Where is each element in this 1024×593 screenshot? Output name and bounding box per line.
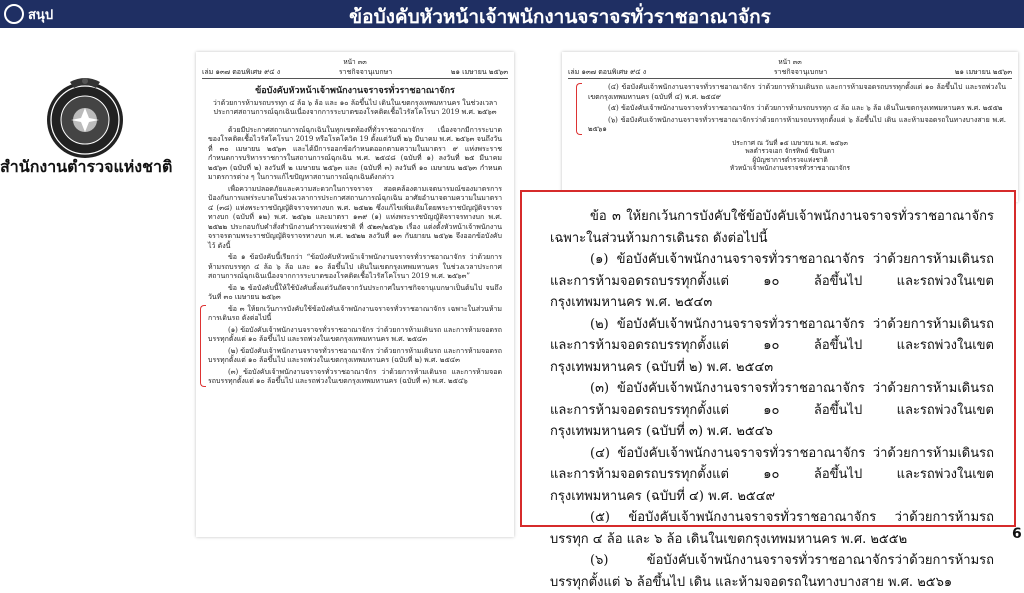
volume: เล่ม ๑๓๗ ตอนพิเศษ ๙๔ ง [202,67,281,76]
callout-item: (๔) ข้อบังคับเจ้าพนักงานจราจรทั่วราชอาณาจักร ว่าด้วยการห้ามเดินรถ และการห้ามจอดรถบรรทุกตั้งแต่ ๑๐ ล้อขึ้นไป และรถพ่วงในเขตกรุงเทพมหานคร (ฉบับที่ ๔) พ.ศ. ๒๕๔๙ [550,445,994,504]
gazette-date: ๒๑ เมษายน ๒๕๖๓ [954,67,1012,76]
callout-item: (๓) ข้อบังคับเจ้าพนักงานจราจรทั่วราชอาณาจักร ว่าด้วยการห้ามเดินรถ และการห้ามจอดรถบรรทุกตั้งแต่ ๑๐ ล้อขึ้นไป และรถพ่วงในเขตกรุงเทพมหานคร (ฉบับที่ ๓) พ.ศ. ๒๕๔๖ [550,381,994,439]
signed-date: ประกาศ ณ วันที่ ๑๕ เมษายน พ.ศ. ๒๕๖๓ [732,138,848,147]
page-label: หน้า ๓๓ [778,58,802,66]
brand-text: สนุป [28,7,54,23]
signer-name: พลตำรวจเอก จักรทิพย์ ชัยจินดา [745,147,835,155]
brand [4,3,94,25]
callout-item: (๕) ข้อบังคับเจ้าพนักงานจราจรทั่วราชอาณาจักร ว่าด้วยการห้ามรถบรรทุก ๔ ล้อ และ ๖ ล้อ เดินในเขตกรุงเทพมหานคร พ.ศ. ๒๕๕๒ [550,510,994,547]
gazette-page-left [196,52,514,537]
gazette-header [568,68,1012,80]
doc-paragraph: ข้อ ๓ ให้ยกเว้นการบังคับใช้ข้อบังคับเจ้าพนักงานจราจรทั่วราชอาณาจักร เฉพาะในส่วนห้ามการเดินรถ ดังต่อไปนี้ [208,304,502,322]
callout-item: (๖) ข้อบังคับเจ้าพนักงานจราจรทั่วราชอาณาจักรว่าด้วยการห้ามรถบรรทุกตั้งแต่ ๖ ล้อขึ้นไป เดิน และห้ามจอดรถในทางบางสาย พ.ศ. ๒๕๖๑ [550,553,994,590]
highlighted-section [562,83,1018,135]
callout-item: (๒) ข้อบังคับเจ้าพนักงานจราจรทั่วราชอาณาจักร ว่าด้วยการห้ามเดินรถ และการห้ามจอดรถบรรทุกตั้งแต่ ๑๐ ล้อขึ้นไป และรถพ่วงในเขตกรุงเทพมหานคร (ฉบับที่ ๒) พ.ศ. ๒๕๔๓ [550,316,994,375]
gazette-date: ๒๑ เมษายน ๒๕๖๓ [450,67,508,76]
red-bracket [200,305,206,387]
highlighted-section [196,305,514,387]
gazette-header [202,68,508,80]
doc-paragraph: (๔) ข้อบังคับเจ้าพนักงานจราจรทั่วราชอาณาจักร ว่าด้วยการห้ามเดินรถ และการห้ามจอดรถบรรทุกตั้งแต่ ๑๐ ล้อขึ้นไป และรถพ่วงในเขตกรุงเทพมหานคร (ฉบับที่ ๔) พ.ศ. ๒๕๔๙ [588,83,1006,101]
gazette-page-right [562,52,1018,202]
doc-paragraph: (๓) ข้อบังคับเจ้าพนักงานจราจรทั่วราชอาณาจักร ว่าด้วยการห้ามเดินรถ และการห้ามจอดรถบรรทุกตั้งแต่ ๑๐ ล้อขึ้นไป และรถพ่วงในเขตกรุงเทพมหานคร (ฉบับที่ ๓) พ.ศ. ๒๕๔๖ [208,367,502,385]
title-bar [0,0,1024,28]
volume: เล่ม ๑๓๗ ตอนพิเศษ ๙๔ ง [568,67,647,76]
red-bracket [576,83,582,135]
brand-logo-icon [4,4,24,24]
doc-title: ข้อบังคับหัวหน้าเจ้าพนักงานจราจรทั่วราชอาณาจักร [255,86,455,96]
signer-role: หัวหน้าเจ้าพนักงานจราจรทั่วราชอาณาจักร [729,164,851,172]
doc-paragraph: ด้วยมีประกาศสถานการณ์ฉุกเฉินในทุกเขตท้องที่ทั่วราชอาณาจักร เนื่องจากมีการระบาดของโรคติดเชื้อไวรัสโคโรนา 2019 หรือโรคโควิด 19 ตั้งแต่วันที่ ๒๖ มีนาคม พ.ศ. ๒๕๖๓ จนถึงวันที่ ๓๐ เมษายน ๒๕๖๓ และได้มีการออกข้อกำหนดออกตามความในมาตรา ๙ แห่งพระราชกำหนดการบริหารราชการในสถานการณ์ฉุกเฉิน พ.ศ. ๒๕๔๘ (ฉบับที่ ๑) ลงวันที่ ๒๕ มีนาคม ๒๕๖๓ (ฉบับที่ ๒) ลงวันที่ ๒ เมษายน ๒๕๖๓ และ (ฉบับที่ ๓) ลงวันที่ ๑๐ เมษายน ๒๕๖๓ กำหนดมาตรการต่าง ๆ ในการแก้ไขปัญหาสถานการณ์ฉุกเฉินดังกล่าว [208,125,502,181]
doc-paragraph: (๒) ข้อบังคับเจ้าพนักงานจราจรทั่วราชอาณาจักร ว่าด้วยการห้ามเดินรถ และการห้ามจอดรถบรรทุกตั้งแต่ ๑๐ ล้อขึ้นไป และรถพ่วงในเขตกรุงเทพมหานคร (ฉบับที่ ๒) พ.ศ. ๒๕๔๓ [208,346,502,364]
signature-block [562,139,1018,173]
organization-name: สำนักงานตำรวจแห่งชาติ [0,157,173,176]
signer-role: ผู้บัญชาการตำรวจแห่งชาติ [752,155,828,164]
slide-number: 6 [1012,526,1022,542]
page-label: หน้า ๓๓ [343,58,367,66]
gazette-name: ราชกิจจานุเบกษา [338,67,393,76]
doc-paragraph: เพื่อความปลอดภัยและความสะดวกในการจราจร สอดคล้องตามเจตนารมณ์ของมาตรการป้องกันการแพร่ระบาดในช่วงเวลาการประกาศสถานการณ์ฉุกเฉิน อาศัยอำนาจตามความในมาตรา ๔ (๓๘) แห่งพระราชบัญญัติจราจรทางบก พ.ศ. ๒๕๒๒ ซึ่งแก้ไขเพิ่มเติมโดยพระราชบัญญัติจราจรทางบก (ฉบับที่ ๑๒) พ.ศ. ๒๕๖๒ และมาตรา ๑๓๙ (๑) แห่งพระราชบัญญัติจราจรทางบก พ.ศ. ๒๕๒๒ ประกอบกับคำสั่งสำนักงานตำรวจแห่งชาติ ที่ ๕๒๓/๒๕๖๒ เรื่อง แต่งตั้งหัวหน้าเจ้าพนักงานจราจรตามพระราชบัญญัติจราจรทางบก พ.ศ. ๒๕๒๒ ลงวันที่ ๑๓ กันยายน ๒๕๖๒ จึงออกข้อบังคับไว้ ดังนี้ [208,184,502,250]
police-emblem-icon [40,72,130,162]
doc-paragraph: (๖) ข้อบังคับเจ้าพนักงานจราจรทั่วราชอาณาจักรว่าด้วยการห้ามรถบรรทุกตั้งแต่ ๖ ล้อขึ้นไป เดิน และห้ามจอดรถในทางบางสาย พ.ศ. ๒๕๖๑ [588,115,1006,133]
doc-paragraph: ข้อ ๒ ข้อบังคับนี้ให้ใช้บังคับตั้งแต่วันถัดจากวันประกาศในราชกิจจานุเบกษาเป็นต้นไป จนถึงวันที่ ๓๐ เมษายน ๒๕๖๓ [208,283,502,301]
gazette-name: ราชกิจจานุเบกษา [773,67,828,76]
highlight-callout [520,190,1016,590]
doc-paragraph: (๑) ข้อบังคับเจ้าพนักงานจราจรทั่วราชอาณาจักร ว่าด้วยการห้ามเดินรถ และการห้ามจอดรถบรรทุกตั้งแต่ ๑๐ ล้อขึ้นไป และรถพ่วงในเขตกรุงเทพมหานคร พ.ศ. ๒๕๔๓ [208,325,502,343]
doc-paragraph: ข้อ ๑ ข้อบังคับนี้เรียกว่า “ข้อบังคับหัวหน้าเจ้าพนักงานจราจรทั่วราชอาณาจักร ว่าด้วยการห้ามรถบรรทุก ๔ ล้อ ๖ ล้อ และ ๑๐ ล้อขึ้นไป เดินในเขตกรุงเทพมหานคร ในช่วงเวลาประกาศสถานการณ์ฉุกเฉินเนื่องจากการระบาดของโรคติดเชื้อไวรัสโคโรนา 2019 พ.ศ. ๒๕๖๓” [208,253,502,280]
callout-intro: ข้อ ๓ ให้ยกเว้นการบังคับใช้ข้อบังคับเจ้าพนักงานจราจรทั่วราชอาณาจักร เฉพาะในส่วนห้ามการเดินรถ ดังต่อไปนี้ [550,209,994,246]
slide-title: ข้อบังคับหัวหน้าเจ้าพนักงานจราจรทั่วราชอาณาจักร [349,6,771,28]
doc-subtitle: ว่าด้วยการห้ามรถบรรทุก ๔ ล้อ ๖ ล้อ และ ๑๐ ล้อขึ้นไป เดินในเขตกรุงเทพมหานคร ในช่วงเวลาประกาศสถานการณ์ฉุกเฉินเนื่องจากการระบาดของโรคติดเชื้อไวรัสโคโรนา 2019 พ.ศ. ๒๕๖๓ [212,98,498,116]
callout-item: (๑) ข้อบังคับเจ้าพนักงานจราจรทั่วราชอาณาจักร ว่าด้วยการห้ามเดินรถ และการห้ามจอดรถบรรทุกตั้งแต่ ๑๐ ล้อขึ้นไป และรถพ่วงในเขตกรุงเทพมหานคร พ.ศ. ๒๕๔๓ [550,252,994,310]
doc-paragraph: (๕) ข้อบังคับเจ้าพนักงานจราจรทั่วราชอาณาจักร ว่าด้วยการห้ามรถบรรทุก ๔ ล้อ และ ๖ ล้อ เดินในเขตกรุงเทพมหานคร พ.ศ. ๒๕๕๒ [608,104,1003,112]
